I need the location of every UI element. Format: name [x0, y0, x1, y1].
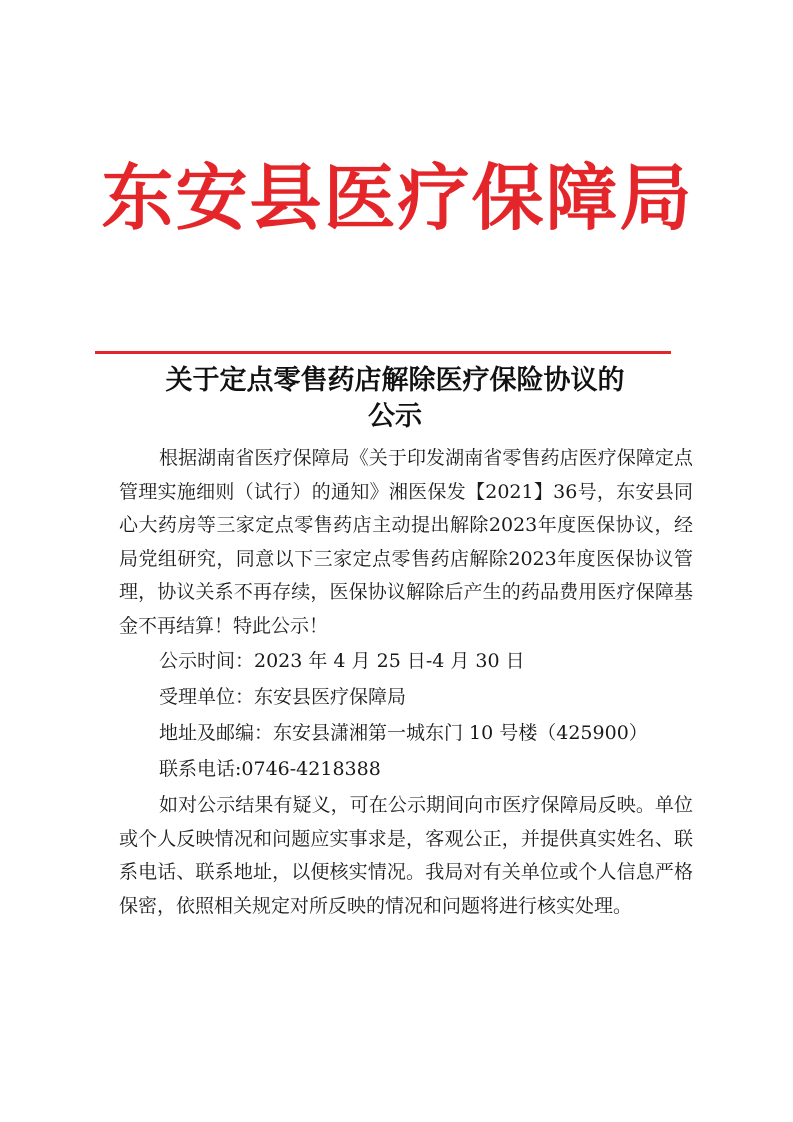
handling-unit: 受理单位：东安县医疗保障局 — [159, 686, 407, 708]
notice-title-line-2: 公示 — [368, 401, 422, 432]
notice-title — [95, 363, 695, 435]
address-postcode: 地址及邮编：东安县潇湘第一城东门 10 号楼（425900） — [159, 722, 648, 744]
publicity-time: 公示时间：2023 年 4 月 25 日-4 月 30 日 — [159, 650, 525, 672]
notice-title-line-1: 关于定点零售药店解除医疗保险协议的 — [165, 365, 625, 396]
notice-body — [119, 442, 693, 923]
paragraph-main: 根据湖南省医疗保障局《关于印发湖南省零售药店医疗保障定点管理实施细则（试行）的通知》湘医保发【2021】36号，东安县同心大药房等三家定点零售药店主动提出解除2023年度医保协议，经局党组研究，同意以下三家定点零售药店解除2023年度医保协议管理，协议关系不再存续，医保协议解除后产生的药品费用医疗保障基金不再结算！特此公示！ — [119, 447, 693, 637]
agency-header: 东安县医疗保障局 — [101, 156, 694, 240]
red-divider — [95, 351, 671, 354]
paragraph-feedback: 如对公示结果有疑义，可在公示期间向市医疗保障局反映。单位或个人反映情况和问题应实事求是，客观公正，并提供真实姓名、联系电话、联系地址，以便核实情况。我局对有关单位或个人信息严格保密，依照相关规定对所反映的情况和问题将进行核实处理。 — [119, 794, 693, 917]
contact-phone: 联系电话:0746-4218388 — [159, 758, 381, 780]
